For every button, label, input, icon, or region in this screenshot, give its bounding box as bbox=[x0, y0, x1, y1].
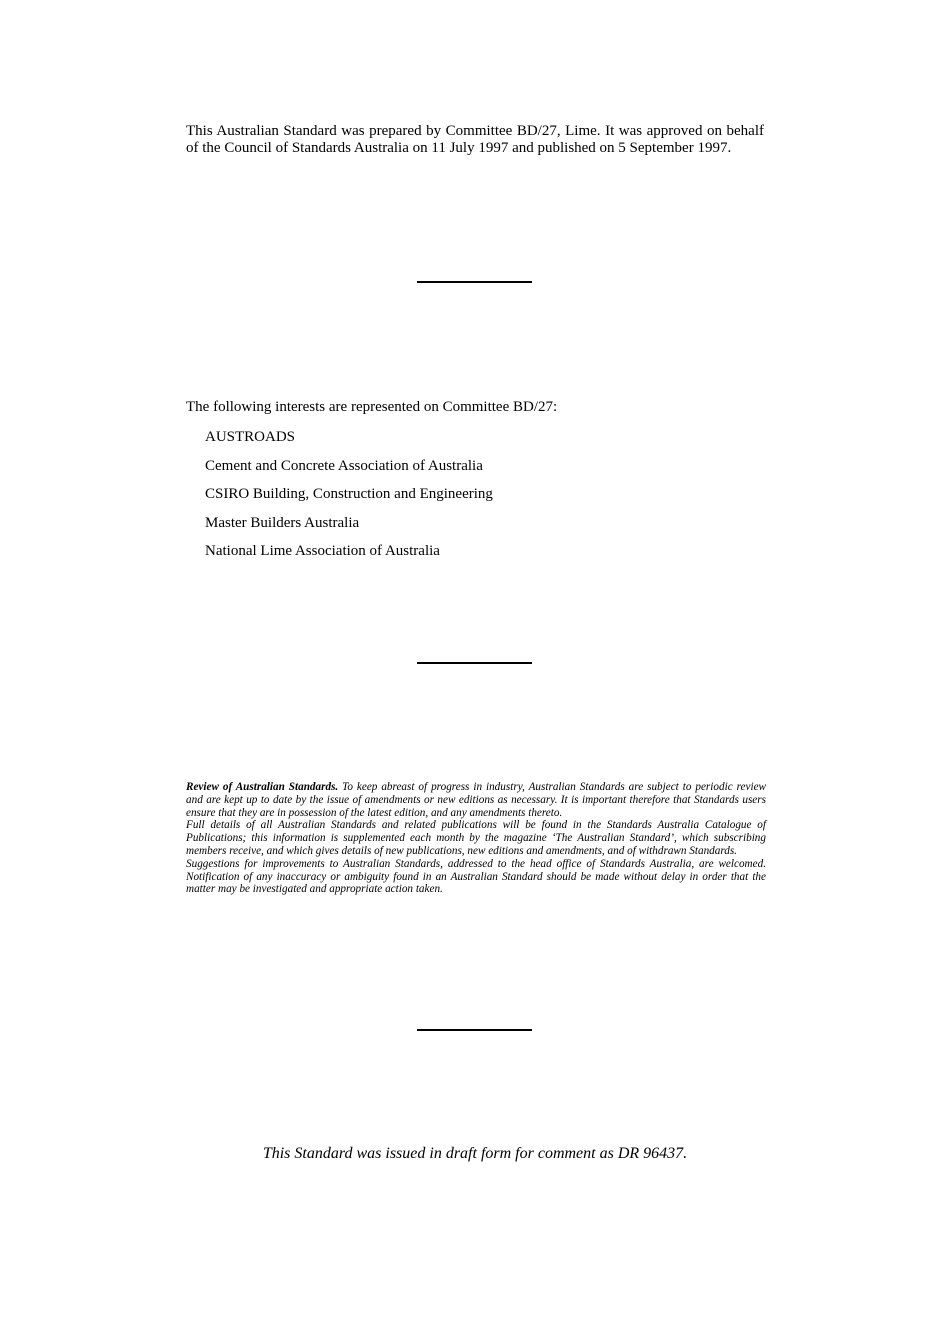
committee-member: Master Builders Australia bbox=[205, 514, 360, 531]
section-divider-3 bbox=[417, 1029, 532, 1031]
review-paragraph-3: Suggestions for improvements to Australian Standards, addressed to the head office of Standards Australia, are welcomed. Notification of any inaccuracy or ambiguity found in an Australian Standard should be made without delay in order that the matter may be investigated and appropriate action taken. bbox=[186, 857, 766, 896]
section-divider-1 bbox=[417, 281, 532, 283]
review-paragraph-1 bbox=[186, 781, 766, 819]
draft-note: This Standard was issued in draft form for comment as DR 96437. bbox=[262, 1145, 688, 1162]
committee-member: National Lime Association of Australia bbox=[205, 543, 440, 560]
preparation-statement: This Australian Standard was prepared by Committee BD/27, Lime. It was approved on behalf of the Council of Standards Australia on 11 July 1997 and published on 5 September 1997. bbox=[186, 123, 764, 156]
committee-member: AUSTROADS bbox=[205, 429, 296, 445]
committee-member-list bbox=[205, 428, 493, 571]
review-notice bbox=[186, 781, 766, 896]
review-text-1: To keep abreast of progress in industry, Australian Standards are subject to periodic review and are kept up to date by the issue of amendments or new editions as necessary. It is important therefore that Standards users ensure that they are in possession of the latest edition, and any amendments thereto. bbox=[186, 781, 767, 819]
section-divider-2 bbox=[417, 662, 532, 664]
review-heading: Review of Australian Standards. bbox=[186, 781, 339, 793]
committee-intro: The following interests are represented on Committee BD/27: bbox=[186, 399, 558, 415]
review-paragraph-2: Full details of all Australian Standards and related publications will be found in the Standards Australia Catalogue of Publications; this information is supplemented each month by the magazine ‘The Australian Standard’, which subscribing members receive, and which gives details of new publications, new editions and amendments, and of withdrawn Standards. bbox=[186, 819, 766, 857]
committee-member: CSIRO Building, Construction and Engineering bbox=[205, 486, 493, 503]
committee-member: Cement and Concrete Association of Australia bbox=[205, 457, 483, 474]
